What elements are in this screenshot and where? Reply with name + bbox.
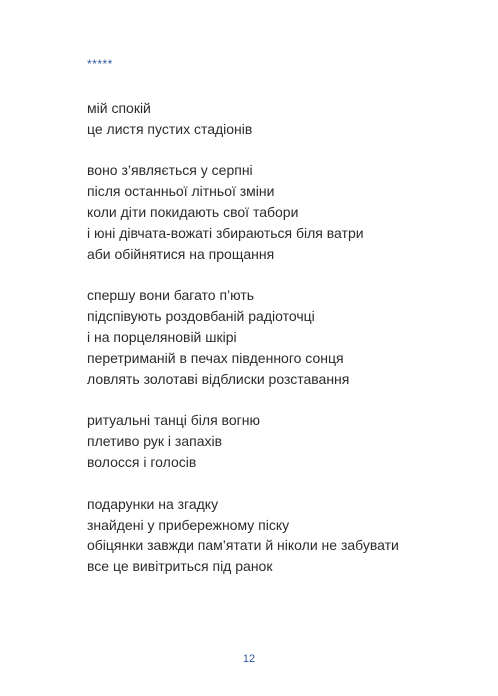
stanza — [87, 494, 467, 578]
poem-line: після останньої літньої зміни — [87, 183, 275, 200]
poem-line: подарунки на згадку — [87, 495, 219, 512]
poem-line: обіцянки завжди пам’ятати й ніколи не забувати — [87, 537, 399, 554]
section-separator: ***** — [87, 57, 113, 71]
poem-line: перетриманій в печах південного сонця — [87, 350, 344, 367]
poem-line: мій спокій — [87, 100, 151, 116]
poem-line: плетиво рук і запахів — [87, 433, 223, 450]
poem-line: ритуальні танці біля вогню — [87, 412, 260, 429]
poem-line: це листя пустих стадіонів — [87, 120, 253, 137]
poem-line: все це вивітриться під ранок — [87, 558, 273, 575]
page-number: 12 — [242, 653, 256, 665]
poem-line: ловлять золотаві відблиски розставання — [87, 370, 350, 387]
poem-line: знайдені у прибережному піску — [87, 516, 290, 533]
stanza — [87, 160, 467, 265]
poem — [87, 98, 467, 598]
poem-line: і юні дівчата-вожаті збираються біля ватри — [87, 225, 364, 242]
poem-line: спершу вони багато п’ють — [87, 287, 255, 304]
poem-line: коли діти покидають свої табори — [87, 204, 299, 221]
stanza — [87, 410, 467, 473]
poem-line: воно з’являється у серпні — [87, 162, 253, 179]
poem-line: підспівують роздовбаній радіоточці — [87, 308, 315, 325]
stanza — [87, 98, 467, 140]
poem-line: волосся і голосів — [87, 454, 197, 471]
poem-line: аби обійнятися на прощання — [87, 245, 275, 262]
stanza — [87, 285, 467, 390]
poem-line: і на порцеляновій шкірі — [87, 329, 237, 346]
